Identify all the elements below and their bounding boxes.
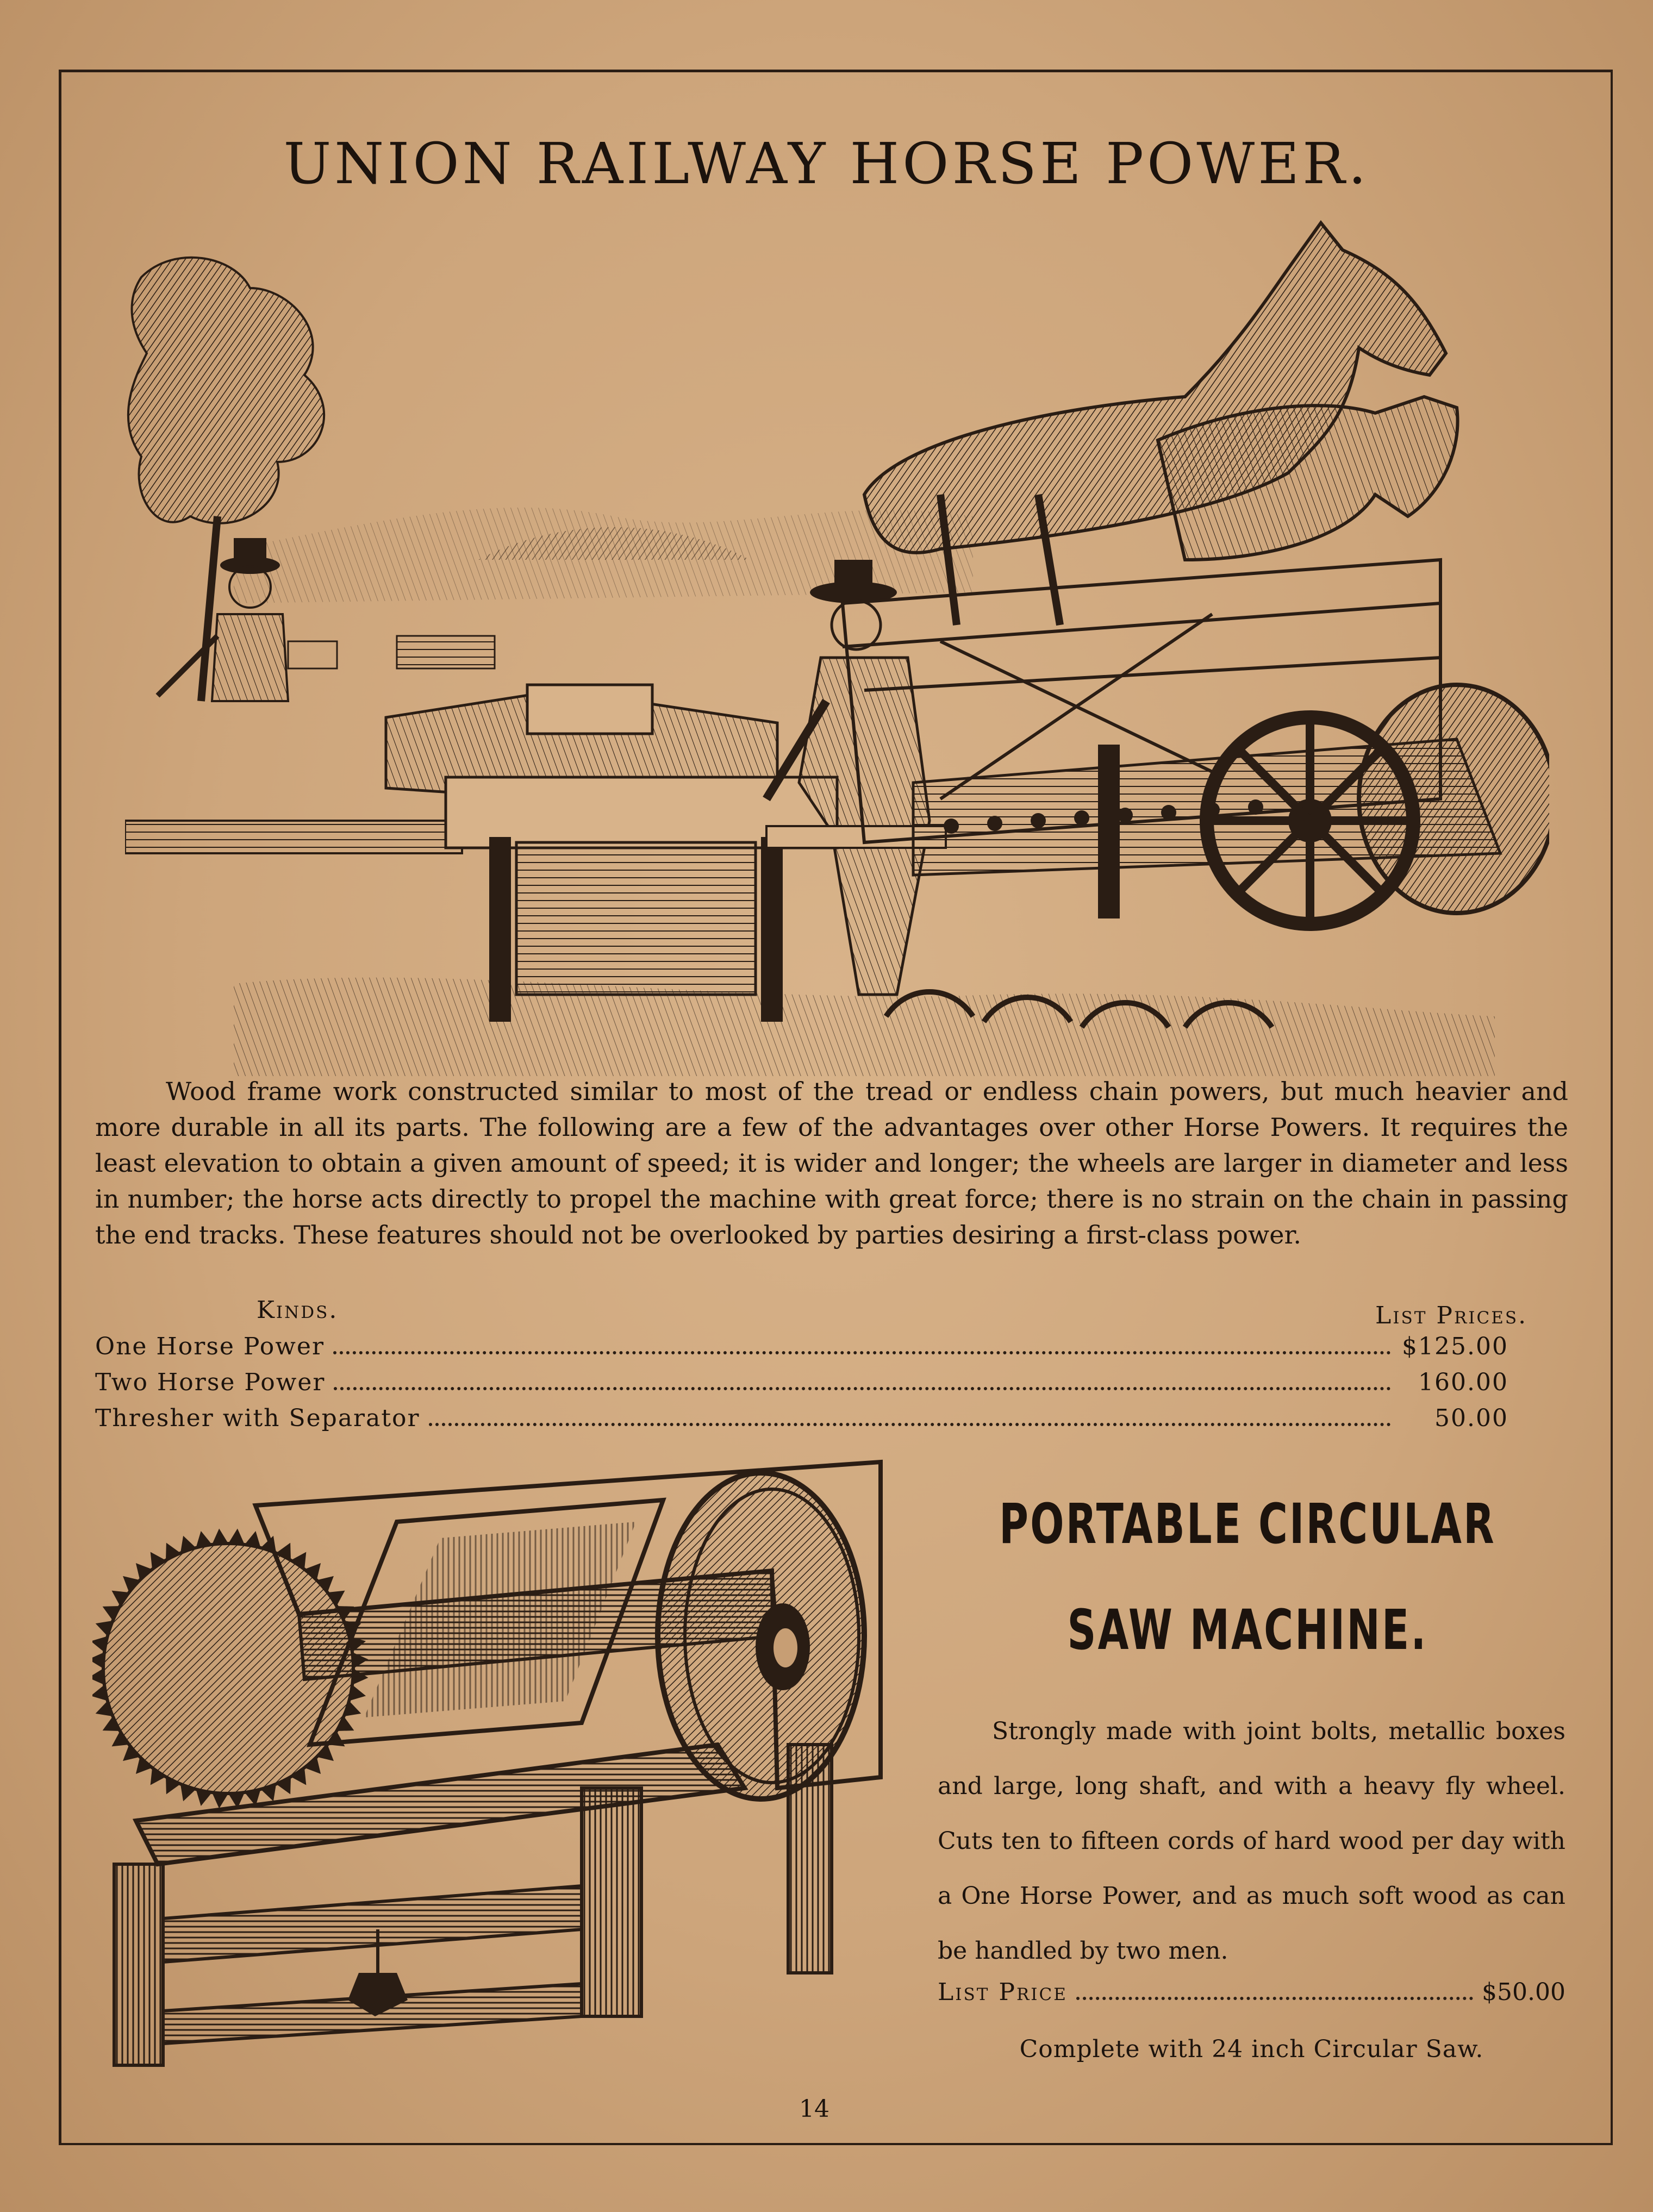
price-amount: 160.00 xyxy=(1418,1369,1508,1396)
price-row xyxy=(95,1369,1508,1404)
saw-note: Complete with 24 inch Circular Saw. xyxy=(1019,2035,1484,2063)
page-number: 14 xyxy=(799,2095,829,2123)
saw-machine-illustration xyxy=(92,1440,919,2092)
list-price-amount: $50.00 xyxy=(1482,1978,1565,2006)
saw-description: Strongly made with joint bolts, metallic boxes and large, long shaft, and with a heavy fly wheel. Cuts ten to fifteen cords of hard wood per day with a One Horse Power, and as much soft wood as can be handled by two men. xyxy=(938,1717,1565,1965)
leader-dots xyxy=(333,1335,1391,1354)
saw-list-price xyxy=(938,1978,1565,2006)
price-kind: One Horse Power xyxy=(95,1333,325,1360)
page-title: UNION RAILWAY HORSE POWER. xyxy=(283,130,1370,197)
leader-dots xyxy=(429,1407,1391,1426)
price-kind: Two Horse Power xyxy=(95,1369,326,1396)
saw-title-line2: SAW MACHINE. xyxy=(1067,1598,1428,1663)
price-amount: $125.00 xyxy=(1402,1333,1508,1360)
price-amount: 50.00 xyxy=(1434,1404,1508,1432)
leader-dots xyxy=(334,1371,1391,1390)
horse-power-description: Wood frame work constructed similar to most of the tread or endless chain powers, but much heavier and more durable in all its parts. The following are a few of the advantages over other Horse Powers. It requires the least elevation to obtain a given amount of speed; it is wider and longer; the wheels are larger in diameter and less in number; the horse acts directly to propel the machine with great force; there is no strain on the chain in passing the end tracks. These features should not be overlooked by parties desiring a first-class power. xyxy=(95,1077,1568,1249)
list-price-label: List Price xyxy=(938,1978,1068,2006)
price-kind: Thresher with Separator xyxy=(95,1404,420,1432)
kinds-header: Kinds. xyxy=(257,1296,339,1324)
horse-power-illustration xyxy=(125,212,1549,1076)
leader-dots xyxy=(1076,1980,1473,2000)
price-row xyxy=(95,1333,1508,1369)
list-prices-header: List Prices. xyxy=(1375,1302,1528,1329)
saw-title-line1: PORTABLE CIRCULAR xyxy=(999,1492,1496,1557)
price-row xyxy=(95,1404,1508,1440)
